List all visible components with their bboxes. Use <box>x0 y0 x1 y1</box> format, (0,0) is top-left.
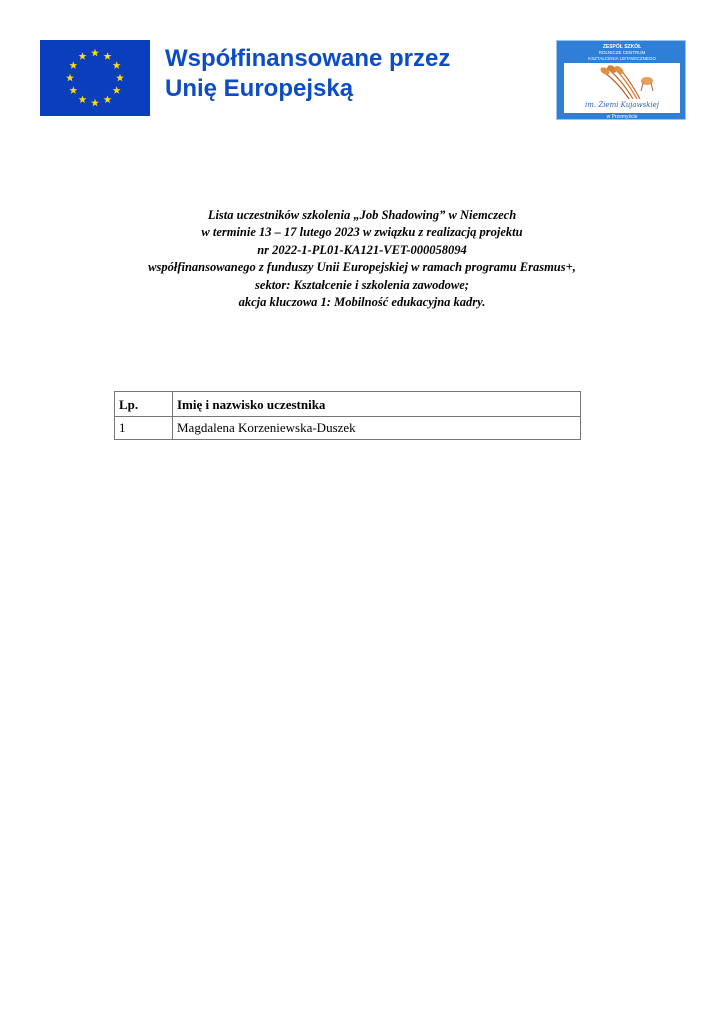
title-line1: Lista uczestników szkolenia „Job Shadowing” w Niemczech <box>207 208 517 222</box>
eu-star-icon <box>104 52 112 60</box>
cell-name: Magdalena Korzeniewska-Duszek <box>173 417 581 440</box>
title-line4: współfinansowanego z funduszy Unii Europejskiej w ramach programu Erasmus+, <box>148 260 576 275</box>
eu-star-icon <box>91 99 99 107</box>
title-line5: sektor: Kształcenie i szkolenia zawodowe; <box>255 277 469 292</box>
eu-star-icon <box>104 95 112 103</box>
school-logo <box>556 40 686 120</box>
table-header-row <box>115 392 581 417</box>
school-patron: im. Ziemi Kujawskiej <box>585 101 659 109</box>
eu-stars-icon <box>40 40 150 116</box>
header-lp: Lp. <box>115 392 173 417</box>
eu-star-icon <box>69 86 77 94</box>
title-line3: nr 2022-1-PL01-KA121-VET-000058094 <box>257 242 467 257</box>
header-name: Imię i nazwisko uczestnika <box>173 392 581 417</box>
eu-star-icon <box>79 95 87 103</box>
document-title-block <box>80 207 644 311</box>
eu-star-icon <box>66 74 74 82</box>
title-line2: w terminie 13 – 17 lutego 2023 w związku z realizacją projektu <box>201 225 523 240</box>
eu-star-icon <box>91 49 99 57</box>
cell-lp: 1 <box>115 417 173 440</box>
school-city: w Przemyście <box>606 114 638 120</box>
eu-star-icon <box>79 52 87 60</box>
eu-star-icon <box>116 74 124 82</box>
title-line6: akcja kluczowa 1: Mobilność edukacyjna kadry. <box>238 295 486 310</box>
eu-star-icon <box>113 61 121 69</box>
eu-text-line1: Współfinansowane przez <box>165 45 451 72</box>
eu-text-line2: Unię Europejską <box>165 75 354 102</box>
eu-star-icon <box>113 86 121 94</box>
school-emblem-icon <box>557 41 686 120</box>
school-name-line3: KSZTAŁCENIA USTAWICZNEGO <box>588 56 656 61</box>
eu-cofinanced-text <box>165 44 450 104</box>
eu-star-icon <box>69 61 77 69</box>
participants-table <box>114 391 581 440</box>
eu-flag-logo <box>40 40 150 116</box>
school-name-line2: ROLNICZE CENTRUM <box>598 50 646 55</box>
table-row <box>115 417 581 440</box>
school-name-line1: ZESPÓŁ SZKÓŁ <box>602 44 642 50</box>
